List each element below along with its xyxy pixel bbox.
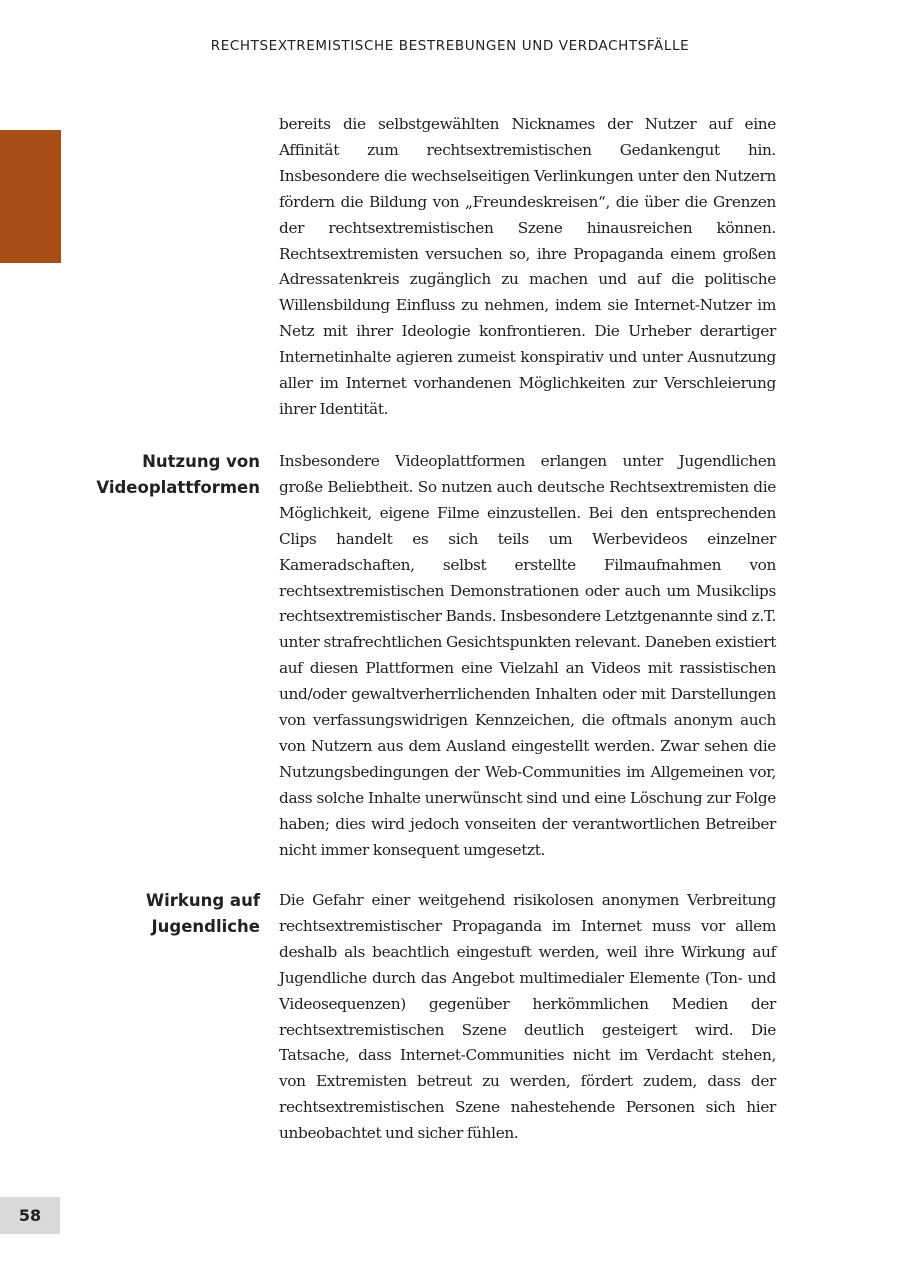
marginal-heading-jugendliche [60,888,260,940]
paragraph-continuation [279,112,776,423]
marginal-heading-line: Wirkung auf [145,891,260,910]
marginal-heading-line: Videoplattformen [96,477,260,497]
chapter-color-tab [0,130,61,263]
section-jugendliche [279,888,776,1147]
running-header: RECHTSEXTREMISTISCHE BESTREBUNGEN UND VERDACHTSFÄLLE [210,38,690,54]
page-number-box [0,1197,60,1234]
page-number: 58 [18,1206,42,1225]
body-paragraph: bereits die selbstgewählten Nicknames der Nutzer auf eine Affinität zum rechtsextremistischen Gedankengut hin. Insbesondere die wechselseitigen Verlinkungen unter den Nutzern fördern die Bildung von „Freundeskreisen“, die über die Grenzen der rechtsextremistischen Szene hinausreichen können. Rechtsextremisten versuchen so, ihre Propaganda einem großen Adressatenkreis zugänglich zu machen und auf die politische Willensbildung Einfluss zu nehmen, indem sie Internet-Nutzer im Netz mit ihrer Ideologie konfrontieren. Die Urheber derartiger Internetinhalte agieren zumeist konspirativ und unter Ausnutzung aller im Internet vorhandenen Möglichkeiten zur Verschleierung ihrer Identität. [279,115,776,418]
marginal-heading-line: Nutzung von [142,452,260,471]
body-paragraph: Die Gefahr einer weitgehend risikolosen anonymen Verbreitung rechtsextremistischer Propaganda im Internet muss vor allem deshalb als beachtlich eingestuft werden, weil ihre Wirkung auf Jugendliche durch das Angebot multimedialer Elemente (Ton- und Videosequenzen) gegenüber herkömmlichen Medien der rechtsextremistischen Szene deutlich gesteigert wird. Die Tatsache, dass Internet-Communities nicht im Verdacht stehen, von Extremisten betreut zu werden, fördert zudem, dass der rechtsextremistischen Szene nahestehende Personen sich hier unbeobachtet und sicher fühlen. [279,891,776,1143]
body-paragraph: Insbesondere Videoplattformen erlangen unter Jugendlichen große Beliebtheit. So nutzen auch deutsche Rechtsextremisten die Möglichkeit, eigene Filme einzustellen. Bei den entsprechenden Clips handelt es sich teils um Werbevideos einzelner Kameradschaften, selbst erstellte Filmaufnahmen von rechtsextremistischen Demonstrationen oder auch um Musikclips rechtsextremistischer Bands. Insbesondere Letztgenannte sind z.T. unter strafrechtlichen Gesichtspunkten relevant. Daneben existiert auf diesen Plattformen eine Vielzahl an Videos mit rassistischen und/oder gewaltverherrlichenden Inhalten oder mit Darstellungen von verfassungswidrigen Kennzeichen, die oftmals anonym auch von Nutzern aus dem Ausland eingestellt werden. Zwar sehen die Nutzungsbedingungen der Web-Communities im Allgemeinen vor, dass solche Inhalte unerwünscht sind und eine Löschung zur Folge haben; dies wird jedoch vonseiten der verantwortlichen Betreiber nicht immer konsequent umgesetzt. [279,452,776,859]
section-videoplattformen [279,449,776,864]
marginal-heading-videoplattformen [60,449,260,501]
marginal-heading-line: Jugendliche [151,916,260,936]
